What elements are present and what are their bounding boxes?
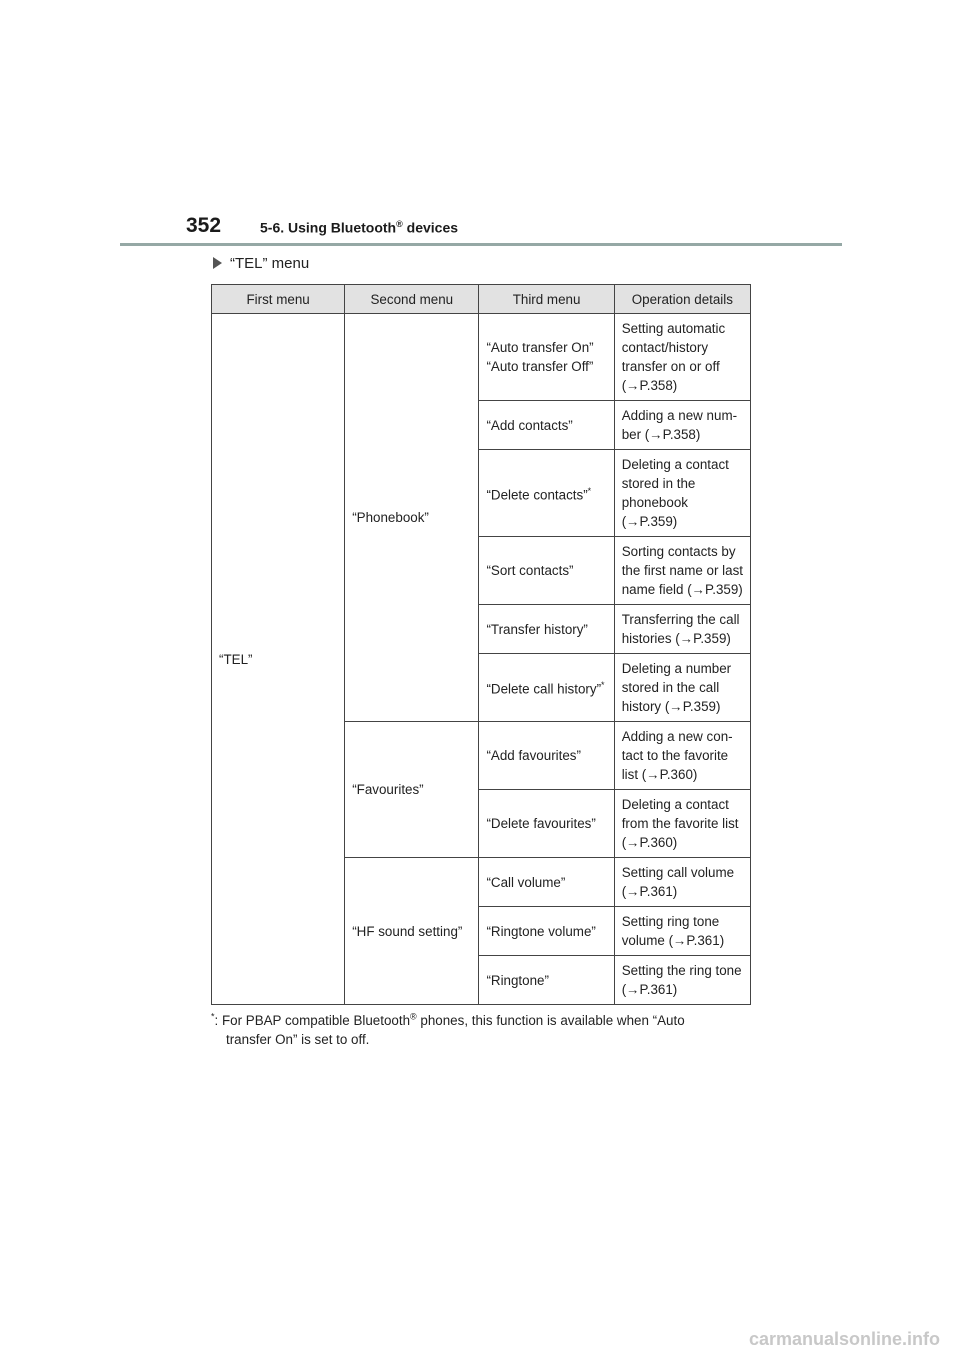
footnote-registered-mark: ® [410, 1011, 417, 1022]
third-menu-label: “Ringtone” [486, 972, 549, 988]
column-header-third-menu: Third menu [479, 285, 614, 314]
operation-details-cell: Sorting contacts by the first name or last name field (→P.359) [614, 537, 750, 605]
third-menu-label: “Call volume” [486, 874, 566, 890]
operation-details-cell: Adding a new num-ber (→P.358) [614, 401, 750, 450]
third-menu-cell [479, 722, 614, 790]
footnote-line2: transfer On” is set to off. [226, 1032, 370, 1047]
third-menu-cell [479, 654, 614, 722]
third-menu-cell [479, 956, 614, 1005]
third-menu-cell [479, 790, 614, 858]
footnote-line1-a: : For PBAP compatible Bluetooth [214, 1013, 411, 1028]
menu-heading-text: “TEL” menu [230, 255, 310, 272]
registered-mark: ® [396, 219, 403, 229]
third-menu-cell [479, 314, 614, 401]
column-header-second-menu: Second menu [345, 285, 479, 314]
triangle-bullet-icon [213, 257, 222, 269]
section-title-suffix: devices [402, 219, 459, 236]
page-number: 352 [186, 214, 222, 237]
footnote [211, 1011, 751, 1049]
operation-details-cell: Setting ring tone volume (→P.361) [614, 907, 750, 956]
second-menu-cell: “Favourites” [345, 722, 479, 858]
third-menu-label: “Delete call history” [486, 681, 602, 697]
third-menu-cell [479, 537, 614, 605]
table-header-row [212, 285, 751, 314]
operation-details-cell: Adding a new con-tact to the favorite list (→P.360) [614, 722, 750, 790]
third-menu-cell [479, 401, 614, 450]
third-menu-label: “Delete favourites” [486, 816, 596, 831]
operation-details-cell: Setting the ring tone (→P.361) [614, 956, 750, 1005]
operation-details-cell: Setting call volume (→P.361) [614, 858, 750, 907]
third-menu-cell [479, 858, 614, 907]
table-row [212, 314, 751, 401]
menu-table [211, 284, 751, 1005]
second-menu-cell: “HF sound setting” [345, 858, 479, 1005]
menu-heading [213, 255, 309, 272]
section-title [260, 219, 458, 236]
third-menu-label: “Transfer history” [486, 621, 588, 637]
operation-details-cell: Deleting a contact from the favorite list (→P.360) [614, 790, 750, 858]
third-menu-label: “Add favourites” [486, 748, 581, 763]
footnote-reference-mark: * [601, 680, 605, 691]
footnote-line1-b: phones, this function is available when “Auto [416, 1013, 685, 1028]
third-menu-label: “Sort contacts” [486, 563, 574, 578]
table-body [212, 314, 751, 1005]
operation-details-cell: Deleting a number stored in the call history (→P.359) [614, 654, 750, 722]
section-title-prefix: 5-6. Using Bluetooth [260, 219, 397, 236]
third-menu-label: “Auto transfer On” “Auto transfer Off” [486, 340, 594, 374]
third-menu-label: “Delete contacts” [486, 487, 588, 503]
third-menu-cell [479, 605, 614, 654]
footnote-marker: * [211, 1011, 215, 1022]
footnote-reference-mark: * [587, 485, 592, 496]
watermark: carmanualsonline.info [748, 1329, 940, 1349]
operation-details-cell: Transferring the call histories (→P.359) [614, 605, 750, 654]
operation-details-cell: Deleting a contact stored in the phonebook (→P.359) [614, 450, 750, 537]
column-header-operation-details: Operation details [614, 285, 750, 314]
column-header-first-menu: First menu [212, 285, 345, 314]
third-menu-label: “Add contacts” [486, 417, 573, 433]
third-menu-cell [479, 907, 614, 956]
header-rule [120, 243, 842, 246]
first-menu-cell: “TEL” [212, 314, 345, 1005]
second-menu-cell: “Phonebook” [345, 314, 479, 722]
third-menu-cell [479, 450, 614, 537]
third-menu-label: “Ringtone volume” [486, 923, 596, 939]
operation-details-cell: Setting automatic contact/history transfer on or off (→P.358) [614, 314, 750, 401]
